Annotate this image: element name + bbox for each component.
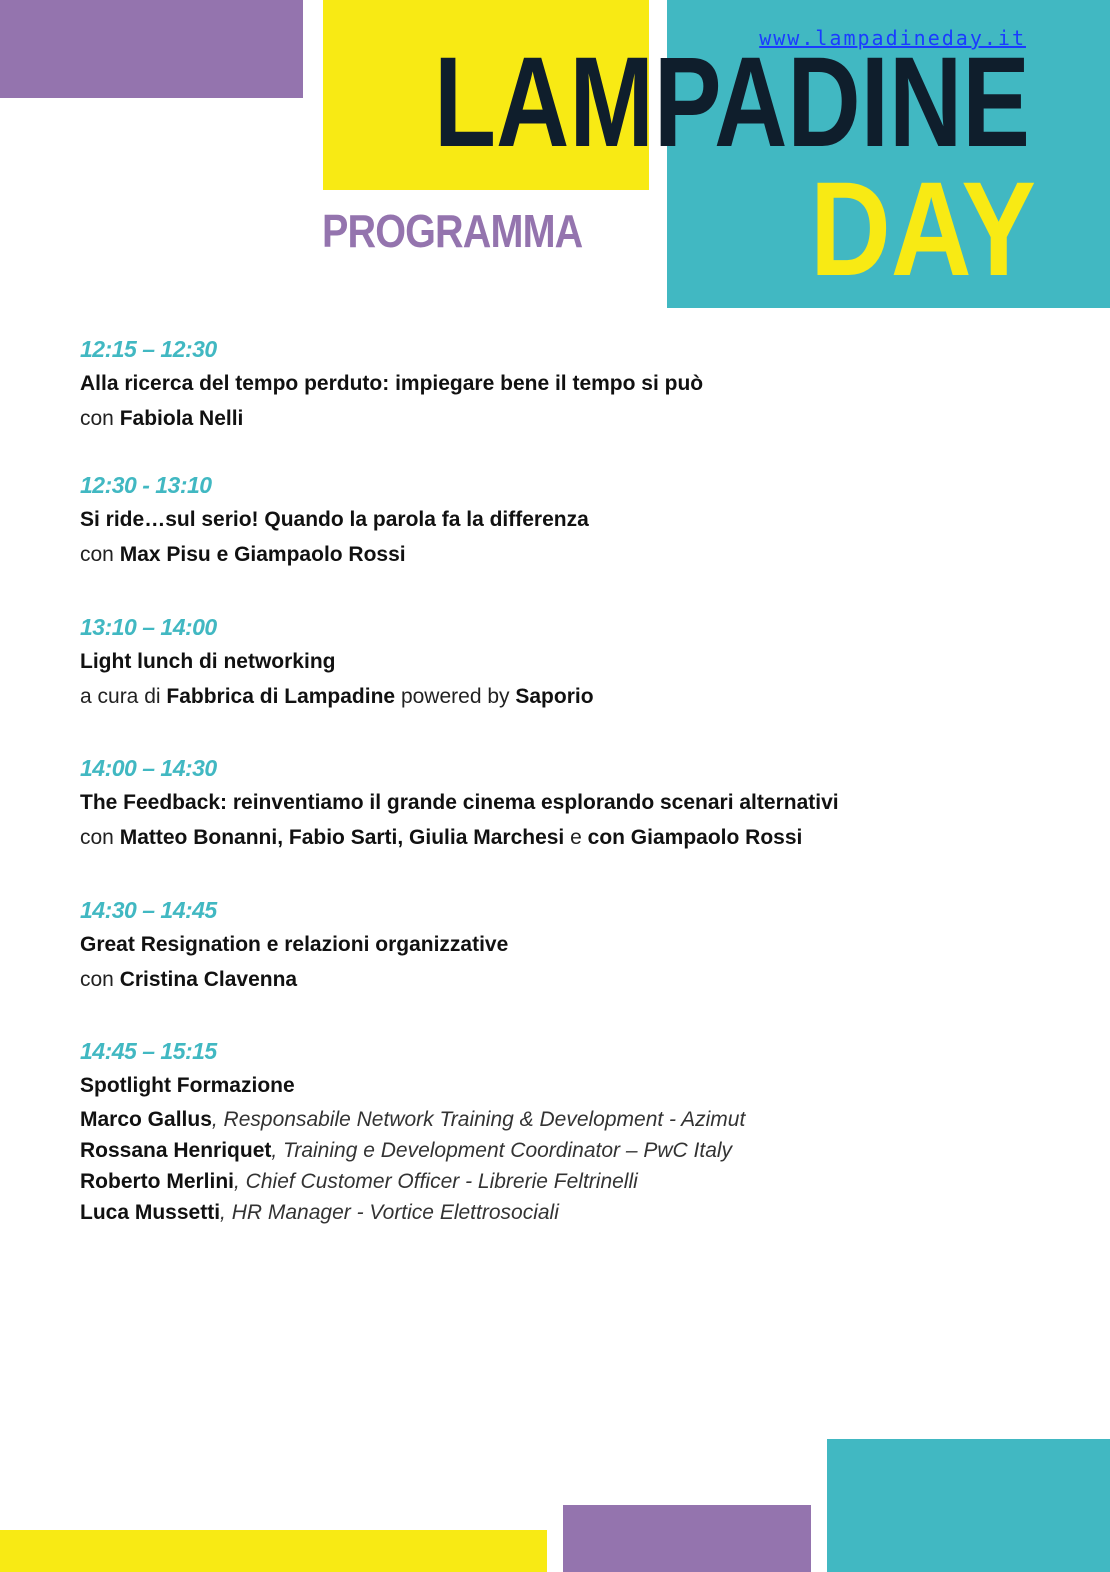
logo-day — [808, 155, 1038, 304]
decor-purple-bottom — [563, 1505, 811, 1572]
session-speakers: con Fabiola Nelli — [80, 407, 244, 430]
speaker-name: Marco Gallus — [80, 1108, 212, 1131]
session-time: 14:30 – 14:45 — [80, 897, 217, 923]
session-title: The Feedback: reinventiamo il grande cinema esplorando scenari alternativi — [80, 791, 839, 814]
speaker-role: , Responsabile Network Training & Development - Azimut — [211, 1108, 746, 1131]
logo-day-text: DAY — [810, 155, 1036, 304]
session-speakers: con Max Pisu e Giampaolo Rossi — [80, 543, 406, 566]
session-4 — [80, 755, 839, 850]
organizer-name: Fabbrica di Lampadine — [166, 685, 396, 708]
speaker-line — [80, 1197, 745, 1228]
session-time: 13:10 – 14:00 — [80, 614, 217, 640]
session-time: 14:45 – 15:15 — [80, 1038, 217, 1064]
speaker-line — [80, 1104, 745, 1135]
session-1 — [80, 336, 703, 431]
speaker-names-extra: con Giampaolo Rossi — [587, 826, 803, 849]
speaker-name: Rossana Henriquet — [80, 1139, 272, 1162]
decor-yellow-bottom — [0, 1530, 547, 1572]
session-2 — [80, 472, 589, 567]
session-5 — [80, 897, 508, 992]
session-organizers: a cura di Fabbrica di Lampadine powered by Saporio — [80, 685, 594, 708]
decor-teal-bottom — [827, 1439, 1110, 1572]
logo-lampadine — [432, 31, 1032, 174]
speaker-line — [80, 1166, 745, 1197]
logo-lampadine-text: LAMPADINE — [434, 31, 1030, 174]
sponsor-name: Saporio — [515, 685, 594, 708]
speaker-names: Matteo Bonanni, Fabio Sarti, Giulia Marchesi — [119, 826, 565, 849]
session-speakers: con Matteo Bonanni, Fabio Sarti, Giulia Marchesi e con Giampaolo Rossi — [80, 826, 803, 849]
session-title: Great Resignation e relazioni organizzative — [80, 933, 509, 956]
speaker-role: , HR Manager - Vortice Elettrosociali — [220, 1201, 559, 1224]
session-title: Alla ricerca del tempo perduto: impiegare bene il tempo si può — [80, 372, 704, 395]
session-title: Light lunch di networking — [80, 650, 336, 673]
session-time: 14:00 – 14:30 — [80, 755, 217, 781]
speaker-line — [80, 1135, 745, 1166]
session-title: Si ride…sul serio! Quando la parola fa la differenza — [80, 508, 589, 531]
speaker-role: , Training e Development Coordinator – PwC Italy — [271, 1139, 733, 1162]
speaker-names: Fabiola Nelli — [119, 407, 244, 430]
speaker-names: Cristina Clavenna — [119, 968, 298, 991]
speaker-list — [80, 1104, 745, 1228]
programma-heading: PROGRAMMA — [322, 205, 583, 257]
session-3 — [80, 614, 594, 709]
speaker-name: Luca Mussetti — [80, 1201, 221, 1224]
speaker-role: , Chief Customer Officer - Librerie Feltrinelli — [234, 1170, 638, 1193]
decor-purple-top — [0, 0, 303, 98]
session-speakers: con Cristina Clavenna — [80, 968, 298, 991]
session-6 — [80, 1038, 745, 1228]
speaker-name: Roberto Merlini — [80, 1170, 235, 1193]
session-time: 12:15 – 12:30 — [80, 336, 217, 362]
website-link[interactable]: www.lampadineday.it — [759, 26, 1026, 50]
session-time: 12:30 - 13:10 — [80, 472, 212, 498]
session-title: Spotlight Formazione — [80, 1074, 295, 1097]
speaker-names: Max Pisu e Giampaolo Rossi — [119, 543, 406, 566]
